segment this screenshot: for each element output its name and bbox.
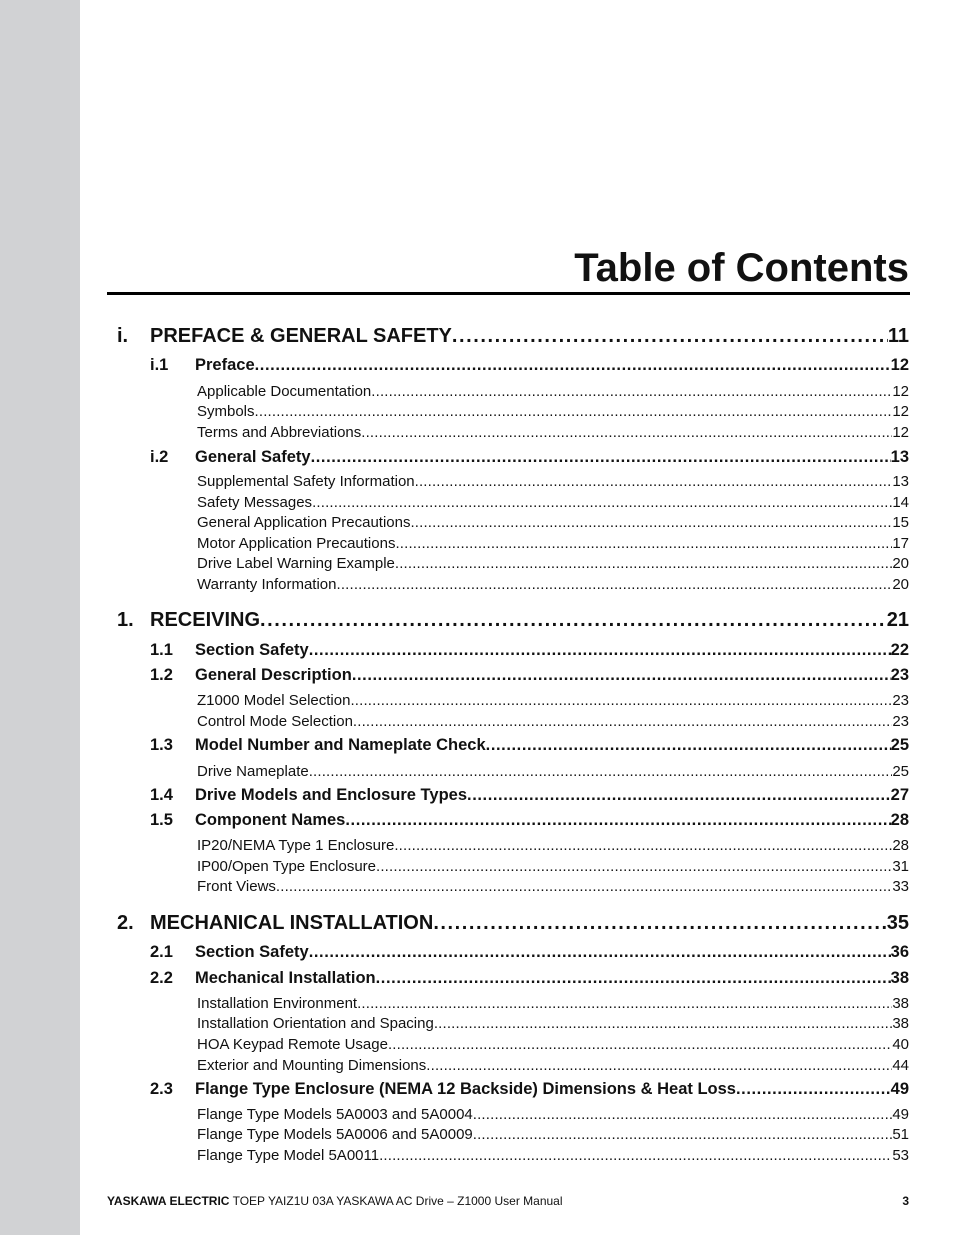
- toc-entry-title: Section Safety: [195, 641, 309, 659]
- toc-dot-leader: [255, 403, 893, 420]
- toc-dot-leader: [473, 1106, 893, 1123]
- toc-entry-page: 21: [886, 609, 909, 631]
- toc-entry-number: i.2: [150, 448, 169, 466]
- toc-entry-title: Control Mode Selection: [197, 713, 353, 730]
- toc-entry-number: 1.: [117, 609, 134, 631]
- toc-dot-leader: [410, 514, 892, 531]
- toc-entry[interactable]: [197, 1126, 909, 1144]
- toc-dot-leader: [486, 736, 891, 755]
- toc-entry-title: Z1000 Model Selection: [197, 692, 351, 709]
- toc-entry-title: Exterior and Mounting Dimensions: [197, 1057, 427, 1074]
- toc-entry[interactable]: [150, 356, 909, 376]
- toc-entry[interactable]: [117, 912, 909, 936]
- toc-entry-page: 15: [892, 514, 909, 531]
- toc-dot-leader: [376, 858, 892, 875]
- toc-entry[interactable]: [197, 858, 909, 876]
- toc-entry-title: General Safety: [195, 448, 311, 466]
- toc-entry-page: 23: [890, 666, 909, 684]
- toc-dot-leader: [371, 383, 892, 400]
- toc-entry-title: Flange Type Model 5A0011: [197, 1147, 380, 1164]
- toc-entry-page: 38: [892, 1015, 909, 1032]
- toc-entry-title: Symbols: [197, 403, 255, 420]
- toc-entry[interactable]: [197, 1036, 909, 1054]
- toc-entry-page: 25: [890, 736, 909, 754]
- toc-dot-leader: [415, 473, 893, 490]
- toc-entry-title: Drive Label Warning Example: [197, 555, 395, 572]
- toc-entry[interactable]: [197, 383, 909, 401]
- toc-dot-leader: [434, 1015, 892, 1032]
- toc-entry-page: 14: [892, 494, 909, 511]
- toc-dot-leader: [309, 641, 891, 660]
- toc-dot-leader: [350, 692, 892, 709]
- toc-dot-leader: [353, 713, 892, 730]
- toc-entry-page: 49: [892, 1106, 909, 1123]
- toc-entry-number: 2.: [117, 912, 134, 934]
- toc-entry-number: i.1: [150, 356, 169, 374]
- toc-entry-number: 2.3: [150, 1080, 173, 1098]
- toc-entry[interactable]: [150, 666, 909, 686]
- toc-entry-page: 25: [892, 763, 909, 780]
- toc-entry-title: Flange Type Models 5A0006 and 5A0009: [197, 1126, 473, 1143]
- toc-entry-title: IP00/Open Type Enclosure: [197, 858, 377, 875]
- toc-entry-page: 23: [892, 692, 909, 709]
- toc-entry[interactable]: [197, 995, 909, 1013]
- toc-dot-leader: [736, 1080, 891, 1099]
- toc-entry-title: Warranty Information: [197, 576, 337, 593]
- toc-entry-title: Drive Nameplate: [197, 763, 309, 780]
- toc-entry-page: 23: [892, 713, 909, 730]
- toc-dot-leader: [395, 535, 892, 552]
- toc-dot-leader: [309, 943, 891, 962]
- toc-dot-leader: [357, 995, 892, 1012]
- toc-entry-page: 20: [892, 555, 909, 572]
- toc-entry-page: 36: [890, 943, 909, 961]
- toc-entry-title: Front Views: [197, 878, 276, 895]
- toc-entry-title: RECEIVING: [150, 609, 261, 631]
- toc-entry-title: General Description: [195, 666, 352, 684]
- toc-entry-page: 20: [892, 576, 909, 593]
- toc-dot-leader: [433, 912, 886, 935]
- toc-entry-title: Applicable Documentation: [197, 383, 372, 400]
- page-title: Table of Contents: [574, 246, 909, 290]
- toc-entry-title: Supplemental Safety Information: [197, 473, 415, 490]
- toc-dot-leader: [311, 448, 891, 467]
- toc-dot-leader: [312, 494, 892, 511]
- toc-entry[interactable]: [197, 514, 909, 532]
- footer-doc-title: TOEP YAIZ1U 03A YASKAWA AC Drive – Z1000 User Manual: [229, 1194, 563, 1208]
- toc-dot-leader: [260, 609, 887, 632]
- toc-entry-title: Safety Messages: [197, 494, 313, 511]
- toc-entry[interactable]: [150, 641, 909, 661]
- toc-entry[interactable]: [150, 1080, 909, 1100]
- toc-entry[interactable]: [197, 837, 909, 855]
- toc-entry[interactable]: [150, 448, 909, 468]
- toc-entry[interactable]: [197, 1147, 909, 1165]
- toc-entry[interactable]: [197, 576, 909, 594]
- toc-entry-page: 13: [892, 473, 909, 490]
- toc-entry-page: 27: [890, 786, 909, 804]
- toc-entry-title: Installation Orientation and Spacing: [197, 1015, 434, 1032]
- toc-entry-title: IP20/NEMA Type 1 Enclosure: [197, 837, 395, 854]
- toc-dot-leader: [473, 1126, 893, 1143]
- toc-entry-page: 35: [886, 912, 909, 934]
- toc-entry-title: Mechanical Installation: [195, 969, 376, 987]
- toc-entry-title: Installation Environment: [197, 995, 358, 1012]
- footer-brand: YASKAWA ELECTRIC: [107, 1194, 230, 1208]
- toc-entry-title: HOA Keypad Remote Usage: [197, 1036, 388, 1053]
- toc-entry-title: Section Safety: [195, 943, 309, 961]
- toc-dot-leader: [395, 555, 892, 572]
- toc-entry-number: 2.2: [150, 969, 173, 987]
- toc-dot-leader: [376, 969, 891, 988]
- toc-entry-title: Motor Application Precautions: [197, 535, 396, 552]
- toc-entry[interactable]: [150, 811, 909, 831]
- toc-dot-leader: [426, 1057, 892, 1074]
- toc-entry-page: 31: [892, 858, 909, 875]
- toc-entry-page: 51: [892, 1126, 909, 1143]
- toc-dot-leader: [452, 325, 888, 348]
- toc-entry-page: 38: [890, 969, 909, 987]
- toc-dot-leader: [379, 1147, 892, 1164]
- toc-entry-page: 17: [892, 535, 909, 552]
- toc-entry-page: 12: [890, 356, 909, 374]
- toc-entry-page: 12: [892, 424, 909, 441]
- toc-entry-page: 38: [892, 995, 909, 1012]
- toc-entry-title: Model Number and Nameplate Check: [195, 736, 486, 754]
- toc-dot-leader: [345, 811, 890, 830]
- toc-entry[interactable]: [197, 1057, 909, 1075]
- toc-entry[interactable]: [150, 736, 909, 756]
- toc-entry[interactable]: [197, 535, 909, 553]
- toc-entry-title: Terms and Abbreviations: [197, 424, 362, 441]
- toc-dot-leader: [337, 576, 893, 593]
- toc-dot-leader: [467, 786, 891, 805]
- toc-entry-page: 33: [892, 878, 909, 895]
- toc-entry-number: i.: [117, 325, 129, 347]
- toc-entry[interactable]: [150, 943, 909, 963]
- toc-entry[interactable]: [197, 878, 909, 896]
- toc-entry[interactable]: [197, 763, 909, 781]
- toc-dot-leader: [394, 837, 892, 854]
- toc-entry[interactable]: [117, 609, 909, 633]
- toc-entry-page: 28: [892, 837, 909, 854]
- toc-entry-page: 13: [890, 448, 909, 466]
- toc-entry-title: Component Names: [195, 811, 346, 829]
- toc-entry-title: PREFACE & GENERAL SAFETY: [150, 325, 452, 347]
- toc-entry[interactable]: [197, 424, 909, 442]
- toc-entry[interactable]: [197, 1015, 909, 1033]
- toc-entry-page: 53: [892, 1147, 909, 1164]
- toc-dot-leader: [309, 763, 893, 780]
- toc-entry-number: 1.4: [150, 786, 173, 804]
- toc-entry-page: 12: [892, 383, 909, 400]
- toc-entry-page: 11: [887, 325, 909, 347]
- toc-entry-page: 49: [890, 1080, 909, 1098]
- toc-entry-page: 22: [890, 641, 909, 659]
- toc-entry-title: Flange Type Models 5A0003 and 5A0004: [197, 1106, 473, 1123]
- page-footer: [107, 1193, 909, 1209]
- toc-entry-number: 1.2: [150, 666, 173, 684]
- toc-entry-number: 2.1: [150, 943, 173, 961]
- toc-entry-title: General Application Precautions: [197, 514, 411, 531]
- toc-entry-title: Flange Type Enclosure (NEMA 12 Backside) Dimensions & Heat Loss: [195, 1080, 736, 1098]
- toc-entry[interactable]: [197, 403, 909, 421]
- toc-dot-leader: [361, 424, 892, 441]
- toc-entry-title: MECHANICAL INSTALLATION: [150, 912, 434, 934]
- toc-entry-number: 1.3: [150, 736, 173, 754]
- toc-entry-page: 44: [892, 1057, 909, 1074]
- toc-entry-number: 1.5: [150, 811, 173, 829]
- toc-dot-leader: [352, 666, 891, 685]
- toc-entry-title: Drive Models and Enclosure Types: [195, 786, 468, 804]
- toc-entry[interactable]: [197, 692, 909, 710]
- toc-entry-page: 40: [892, 1036, 909, 1053]
- toc-dot-leader: [276, 878, 892, 895]
- toc-entry[interactable]: [117, 325, 909, 349]
- toc-entry[interactable]: [150, 786, 909, 806]
- toc-entry[interactable]: [197, 555, 909, 573]
- toc-dot-leader: [388, 1036, 892, 1053]
- footer-doc-info: [107, 1193, 563, 1209]
- toc-entry[interactable]: [197, 713, 909, 731]
- toc-entry-page: 28: [890, 811, 909, 829]
- toc-entry[interactable]: [197, 494, 909, 512]
- footer-page-number: 3: [902, 1194, 909, 1208]
- toc-entry-title: Preface: [195, 356, 255, 374]
- toc-entry[interactable]: [150, 969, 909, 989]
- toc-entry[interactable]: [197, 473, 909, 491]
- toc-entry[interactable]: [197, 1106, 909, 1124]
- toc-dot-leader: [255, 356, 891, 375]
- toc-entry-number: 1.1: [150, 641, 173, 659]
- toc-entry-page: 12: [892, 403, 909, 420]
